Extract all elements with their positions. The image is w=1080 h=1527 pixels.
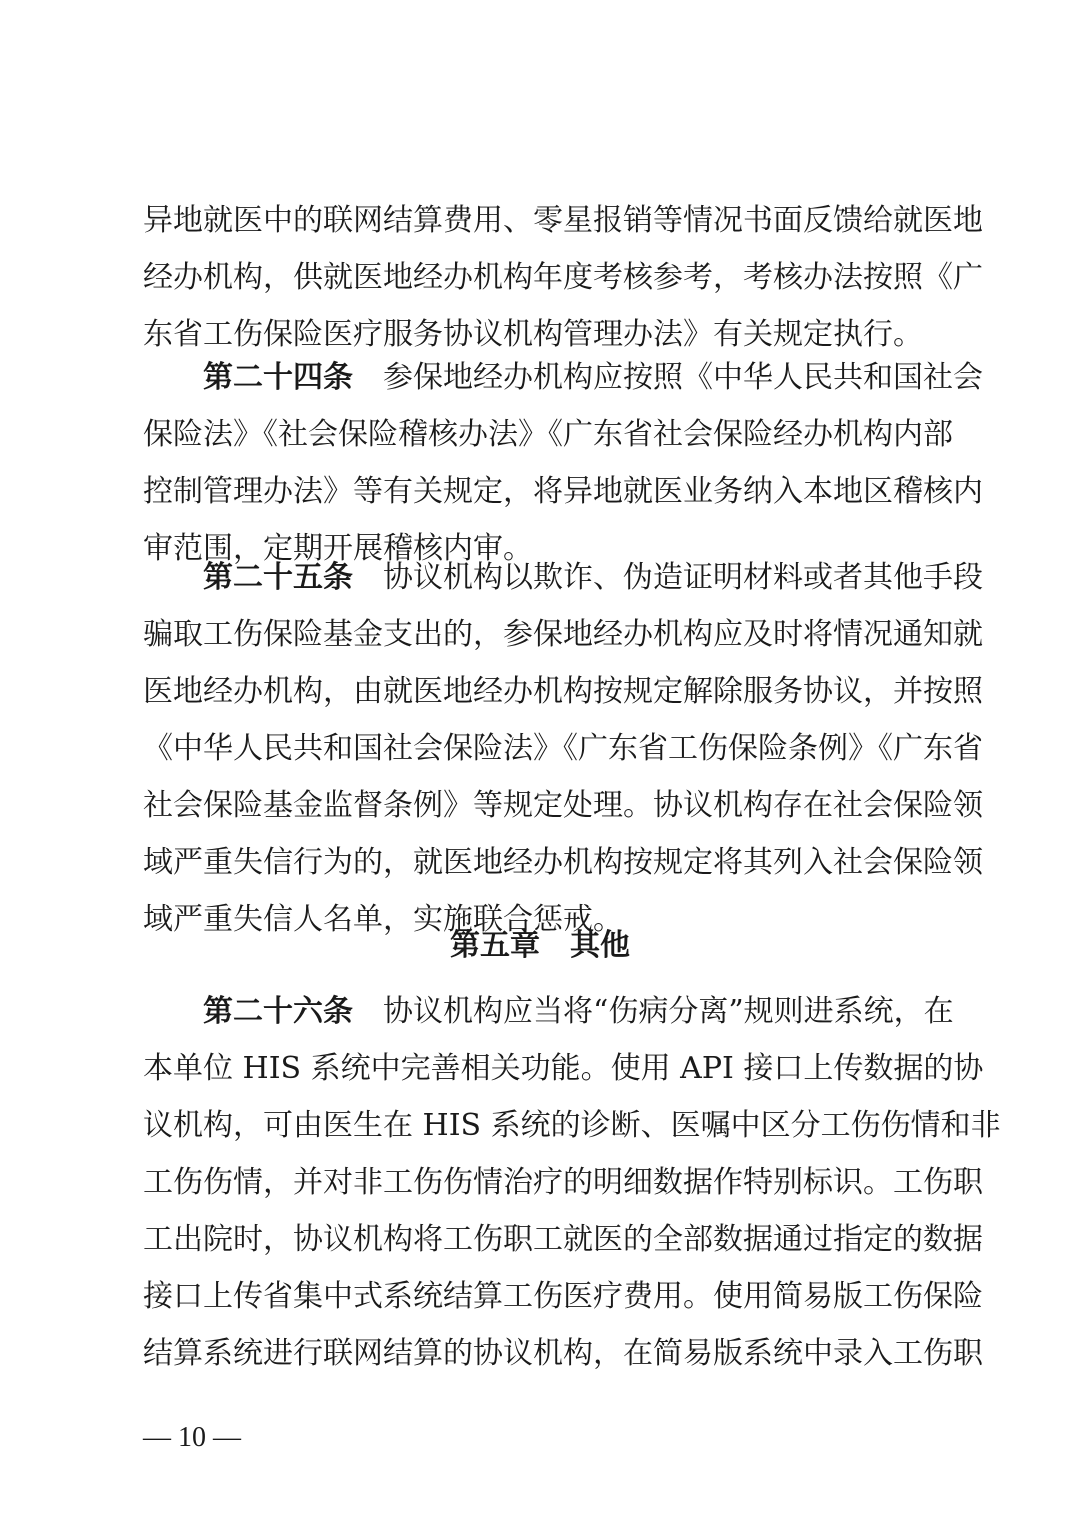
- article-first-line: [143, 349, 983, 406]
- article-first-line: [143, 983, 954, 1040]
- text-line: 工伤伤情，并对非工伤伤情治疗的明细数据作特别标识。工伤职: [143, 1165, 983, 1200]
- article-26: [143, 983, 1001, 1382]
- text-line: 议机构，可由医生在 HIS 系统的诊断、医嘱中区分工伤伤情和非: [143, 1108, 1001, 1143]
- text-line: 经办机构，供就医地经办机构年度考核参考，考核办法按照《广: [143, 260, 983, 295]
- chapter-heading: 第五章 其他: [450, 928, 630, 963]
- text-line: 结算系统进行联网结算的协议机构，在简易版系统中录入工伤职: [143, 1336, 983, 1371]
- text-line: 域严重失信行为的，就医地经办机构按规定将其列入社会保险领: [143, 845, 983, 880]
- text-line: 审范围，定期开展稽核内审。: [143, 531, 533, 566]
- text-line: 接口上传省集中式系统结算工伤医疗费用。使用简易版工伤保险: [143, 1279, 983, 1314]
- article-first-line: [143, 549, 983, 606]
- article-text: 协议机构应当将“伤病分离”规则进系统，在: [383, 994, 954, 1029]
- article-label: 第二十六条: [203, 994, 353, 1029]
- text-line: 保险法》《社会保险稽核办法》《广东省社会保险经办机构内部: [143, 417, 953, 452]
- text-line: 骗取工伤保险基金支出的，参保地经办机构应及时将情况通知就: [143, 617, 983, 652]
- text-line: 控制管理办法》等有关规定，将异地就医业务纳入本地区稽核内: [143, 474, 983, 509]
- page-number: — 10 —: [143, 1422, 241, 1453]
- text-line: 域严重失信人名单，实施联合惩戒。: [143, 902, 623, 937]
- article-text: 参保地经办机构应按照《中华人民共和国社会: [383, 360, 983, 395]
- text-line: 异地就医中的联网结算费用、零星报销等情况书面反馈给就医地: [143, 203, 983, 238]
- text-line: 东省工伤保险医疗服务协议机构管理办法》有关规定执行。: [143, 317, 923, 352]
- article-25: [143, 549, 983, 948]
- text-line: 医地经办机构，由就医地经办机构按规定解除服务协议，并按照: [143, 674, 983, 709]
- article-label: 第二十四条: [203, 360, 353, 395]
- text-line: 工出院时，协议机构将工伤职工就医的全部数据通过指定的数据: [143, 1222, 983, 1257]
- article-text: 协议机构以欺诈、伪造证明材料或者其他手段: [383, 560, 983, 595]
- text-line: 本单位 HIS 系统中完善相关功能。使用 API 接口上传数据的协: [143, 1051, 984, 1086]
- text-line: 《中华人民共和国社会保险法》《广东省工伤保险条例》《广东省: [143, 731, 983, 766]
- text-line: 社会保险基金监督条例》等规定处理。协议机构存在社会保险领: [143, 788, 983, 823]
- article-24: [143, 349, 983, 577]
- paragraph-continuation: [143, 192, 983, 363]
- article-label: 第二十五条: [203, 560, 353, 595]
